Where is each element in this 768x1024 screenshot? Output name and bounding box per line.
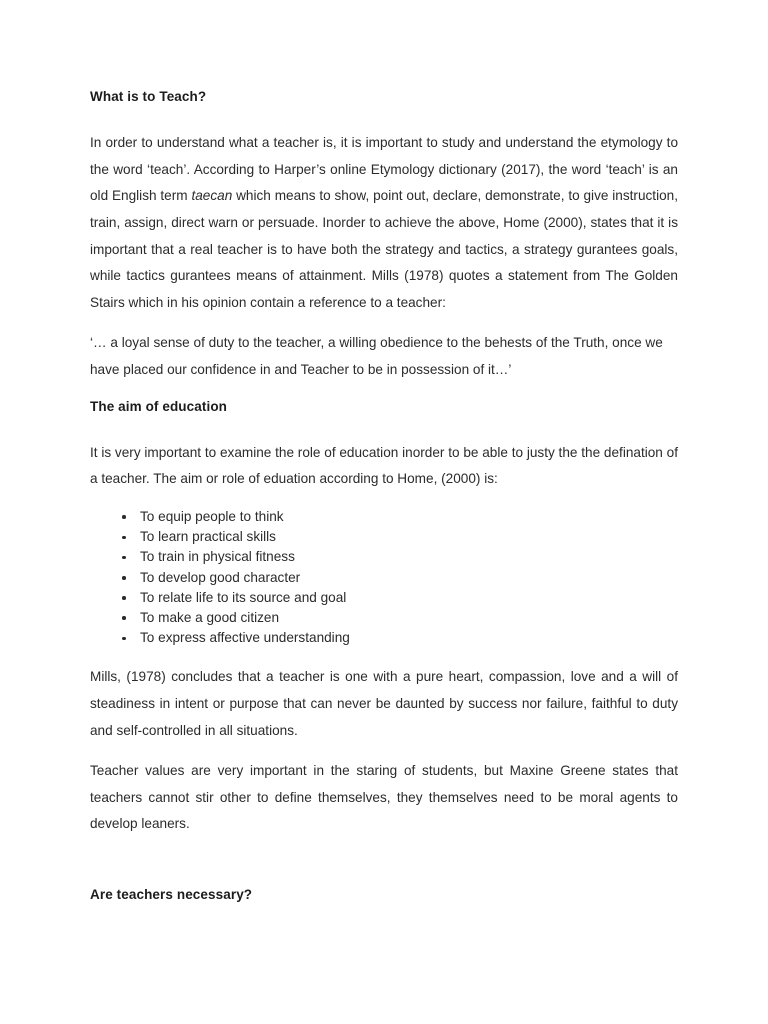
list-item: To express affective understanding [122,628,678,648]
list-item: To train in physical fitness [122,547,678,567]
list-item: To relate life to its source and goal [122,588,678,608]
paragraph-etymology [90,130,678,316]
paragraph-teacher-values: Teacher values are very important in the staring of students, but Maxine Greene states that teachers cannot stir other to define themselves, they themselves need to be moral agents to develop leaners. [90,763,678,832]
list-item: To equip people to think [122,507,678,527]
section-heading-aim-of-education: The aim of education [90,398,228,414]
aims-of-education-list [90,507,678,648]
paragraph-mills-conclusion: Mills, (1978) concludes that a teacher is one with a pure heart, compassion, love and a will of steadiness in intent or purpose that can never be daunted by success nor failure, faithful to duty and self-controlled in all situations. [90,669,678,738]
section-heading-what-is-to-teach: What is to Teach? [90,89,207,104]
paragraph-role-of-education: It is very important to examine the role of education inorder to be able to justy the the defination of a teacher. The aim or role of eduation according to Home, (2000) is: [90,444,678,487]
list-item: To make a good citizen [122,608,678,628]
section-heading-are-teachers-necessary: Are teachers necessary? [90,886,253,902]
paragraph-etymology-text-before: In order to understand what a teacher is, it is important to study and understand the etymology to the word ‘teach’. According to Harper’s online Etymology dictionary (2017), the word ‘teach’ is an old English term [90,135,678,204]
list-item: To develop good character [122,568,678,588]
paragraph-etymology-text-after: which means to show, point out, declare, demonstrate, to give instruction, train, assign, direct warn or persuade. Inorder to achieve the above, Home (2000), states that it is important that a real teacher is to have both the strategy and tactics, a strategy gurantees goals, while tactics gurantees means of attainment. Mills (1978) quotes a statement from The Golden Stairs which in his opinion contain a reference to a teacher: [90,188,678,310]
italic-term-taecan: taecan [191,188,233,204]
section-spacer [90,852,678,886]
blockquote-golden-stairs: ‘… a loyal sense of duty to the teacher, a willing obedience to the behests of the Truth, once we have placed our confidence in and Teacher to be in possession of it…’ [90,335,663,377]
list-item: To learn practical skills [122,527,678,547]
document-content [90,88,678,904]
